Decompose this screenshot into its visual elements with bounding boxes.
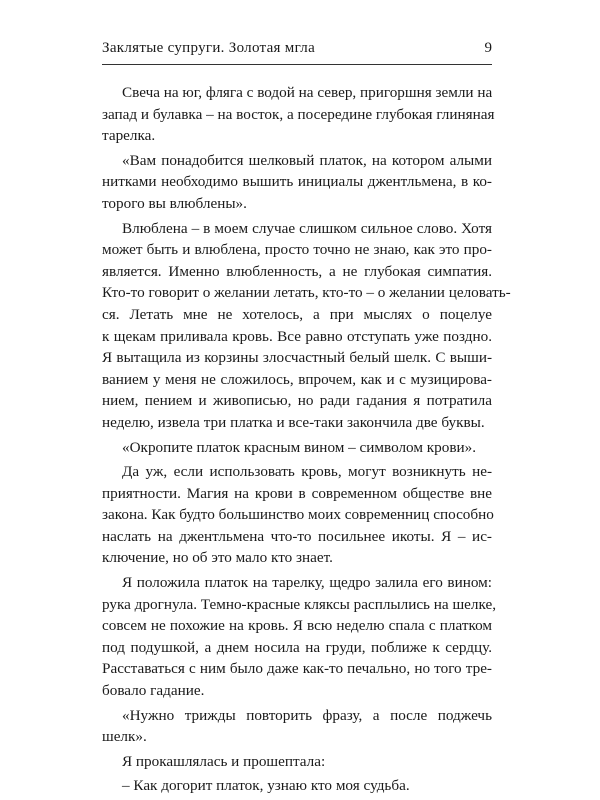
- paragraph: [102, 218, 511, 434]
- text-line: рука дрогнула. Темно-красные кляксы расплылись на шелке,: [102, 595, 496, 613]
- text-line: под подушкой, а днем носила на груди, поближе к сердцу.: [102, 638, 492, 656]
- text-line: Я положила платок на тарелку, щедро залила его вином:: [122, 574, 492, 592]
- text-line: Кто-то говорит о желании летать, кто-то – о желании целовать-: [102, 284, 511, 302]
- text-line: к щекам приливала кровь. Все равно отступать уже поздно.: [102, 327, 492, 345]
- page-number: 9: [484, 40, 492, 56]
- paragraph: [102, 82, 495, 147]
- text-line: шелк».: [102, 728, 147, 746]
- text-line: ванием у меня не сложилось, впрочем, как и с музицирова-: [102, 370, 492, 388]
- text-line: Да уж, если использовать кровь, могут возникнуть не-: [122, 463, 492, 481]
- text-line: закона. Как будто большинство моих современниц способно: [102, 506, 494, 524]
- text-line: запад и булавка – на восток, а посередине глубокая глиняная: [102, 105, 495, 123]
- paragraph: [102, 751, 492, 773]
- text-line: Расставаться с ним было даже как-то печально, но того тре-: [102, 660, 492, 678]
- running-head: [102, 36, 492, 66]
- paragraph: [102, 461, 492, 569]
- paragraph: [102, 150, 492, 215]
- text-line: тарелка.: [102, 127, 156, 145]
- text-line: Свеча на юг, фляга с водой на север, пригоршня земли на: [122, 84, 493, 101]
- text-line: неделю, извела три платка и все-таки закончила две буквы.: [102, 413, 485, 431]
- text-line: нитками необходимо вышить инициалы джентльмена, в ко-: [102, 173, 492, 191]
- paragraph: [102, 705, 492, 748]
- text-line: Я вытащила из корзины злосчастный белый шелк. С выши-: [102, 349, 492, 367]
- text-line: совсем не похожие на кровь. Я всю неделю спала с платком: [102, 617, 492, 635]
- text-line: «Окропите платок красным вином – символом крови».: [122, 438, 477, 456]
- text-line: приятности. Магия на крови в современном обществе вне: [102, 484, 492, 502]
- text-line: «Вам понадобится шелковый платок, на котором алыми: [122, 151, 492, 169]
- header-rule: [102, 64, 492, 65]
- paragraph: [102, 572, 496, 702]
- text-line: является. Именно влюбленность, а не глубокая симпатия.: [102, 262, 492, 280]
- text-line: Я прокашлялась и прошептала:: [122, 752, 326, 770]
- paragraph: [102, 775, 492, 797]
- text-line: ключение, но об это мало кто знает.: [102, 549, 333, 567]
- text-line: «Нужно трижды повторить фразу, а после поджечь: [122, 706, 492, 724]
- text-line: Влюблена – в моем случае слишком сильное слово. Хотя: [122, 219, 492, 237]
- running-title: Заклятые супруги. Золотая мгла: [102, 40, 316, 56]
- paragraph: [102, 437, 492, 459]
- text-line: нием, пением и живописью, но ради гадания я потратила: [102, 392, 492, 410]
- text-line: бовало гадание.: [102, 682, 205, 700]
- text-line: торого вы влюблены».: [102, 194, 247, 212]
- text-line: наслать на джентльмена что-то посильнее икоты. Я – ис-: [102, 527, 492, 545]
- text-line: ся. Летать мне не хотелось, а при мыслях о поцелуе: [102, 305, 492, 323]
- body-text: [102, 82, 511, 800]
- text-line: – Как догорит платок, узнаю кто моя судьба.: [122, 777, 410, 795]
- text-line: может быть и влюблена, просто точно не знаю, как это про-: [102, 241, 492, 259]
